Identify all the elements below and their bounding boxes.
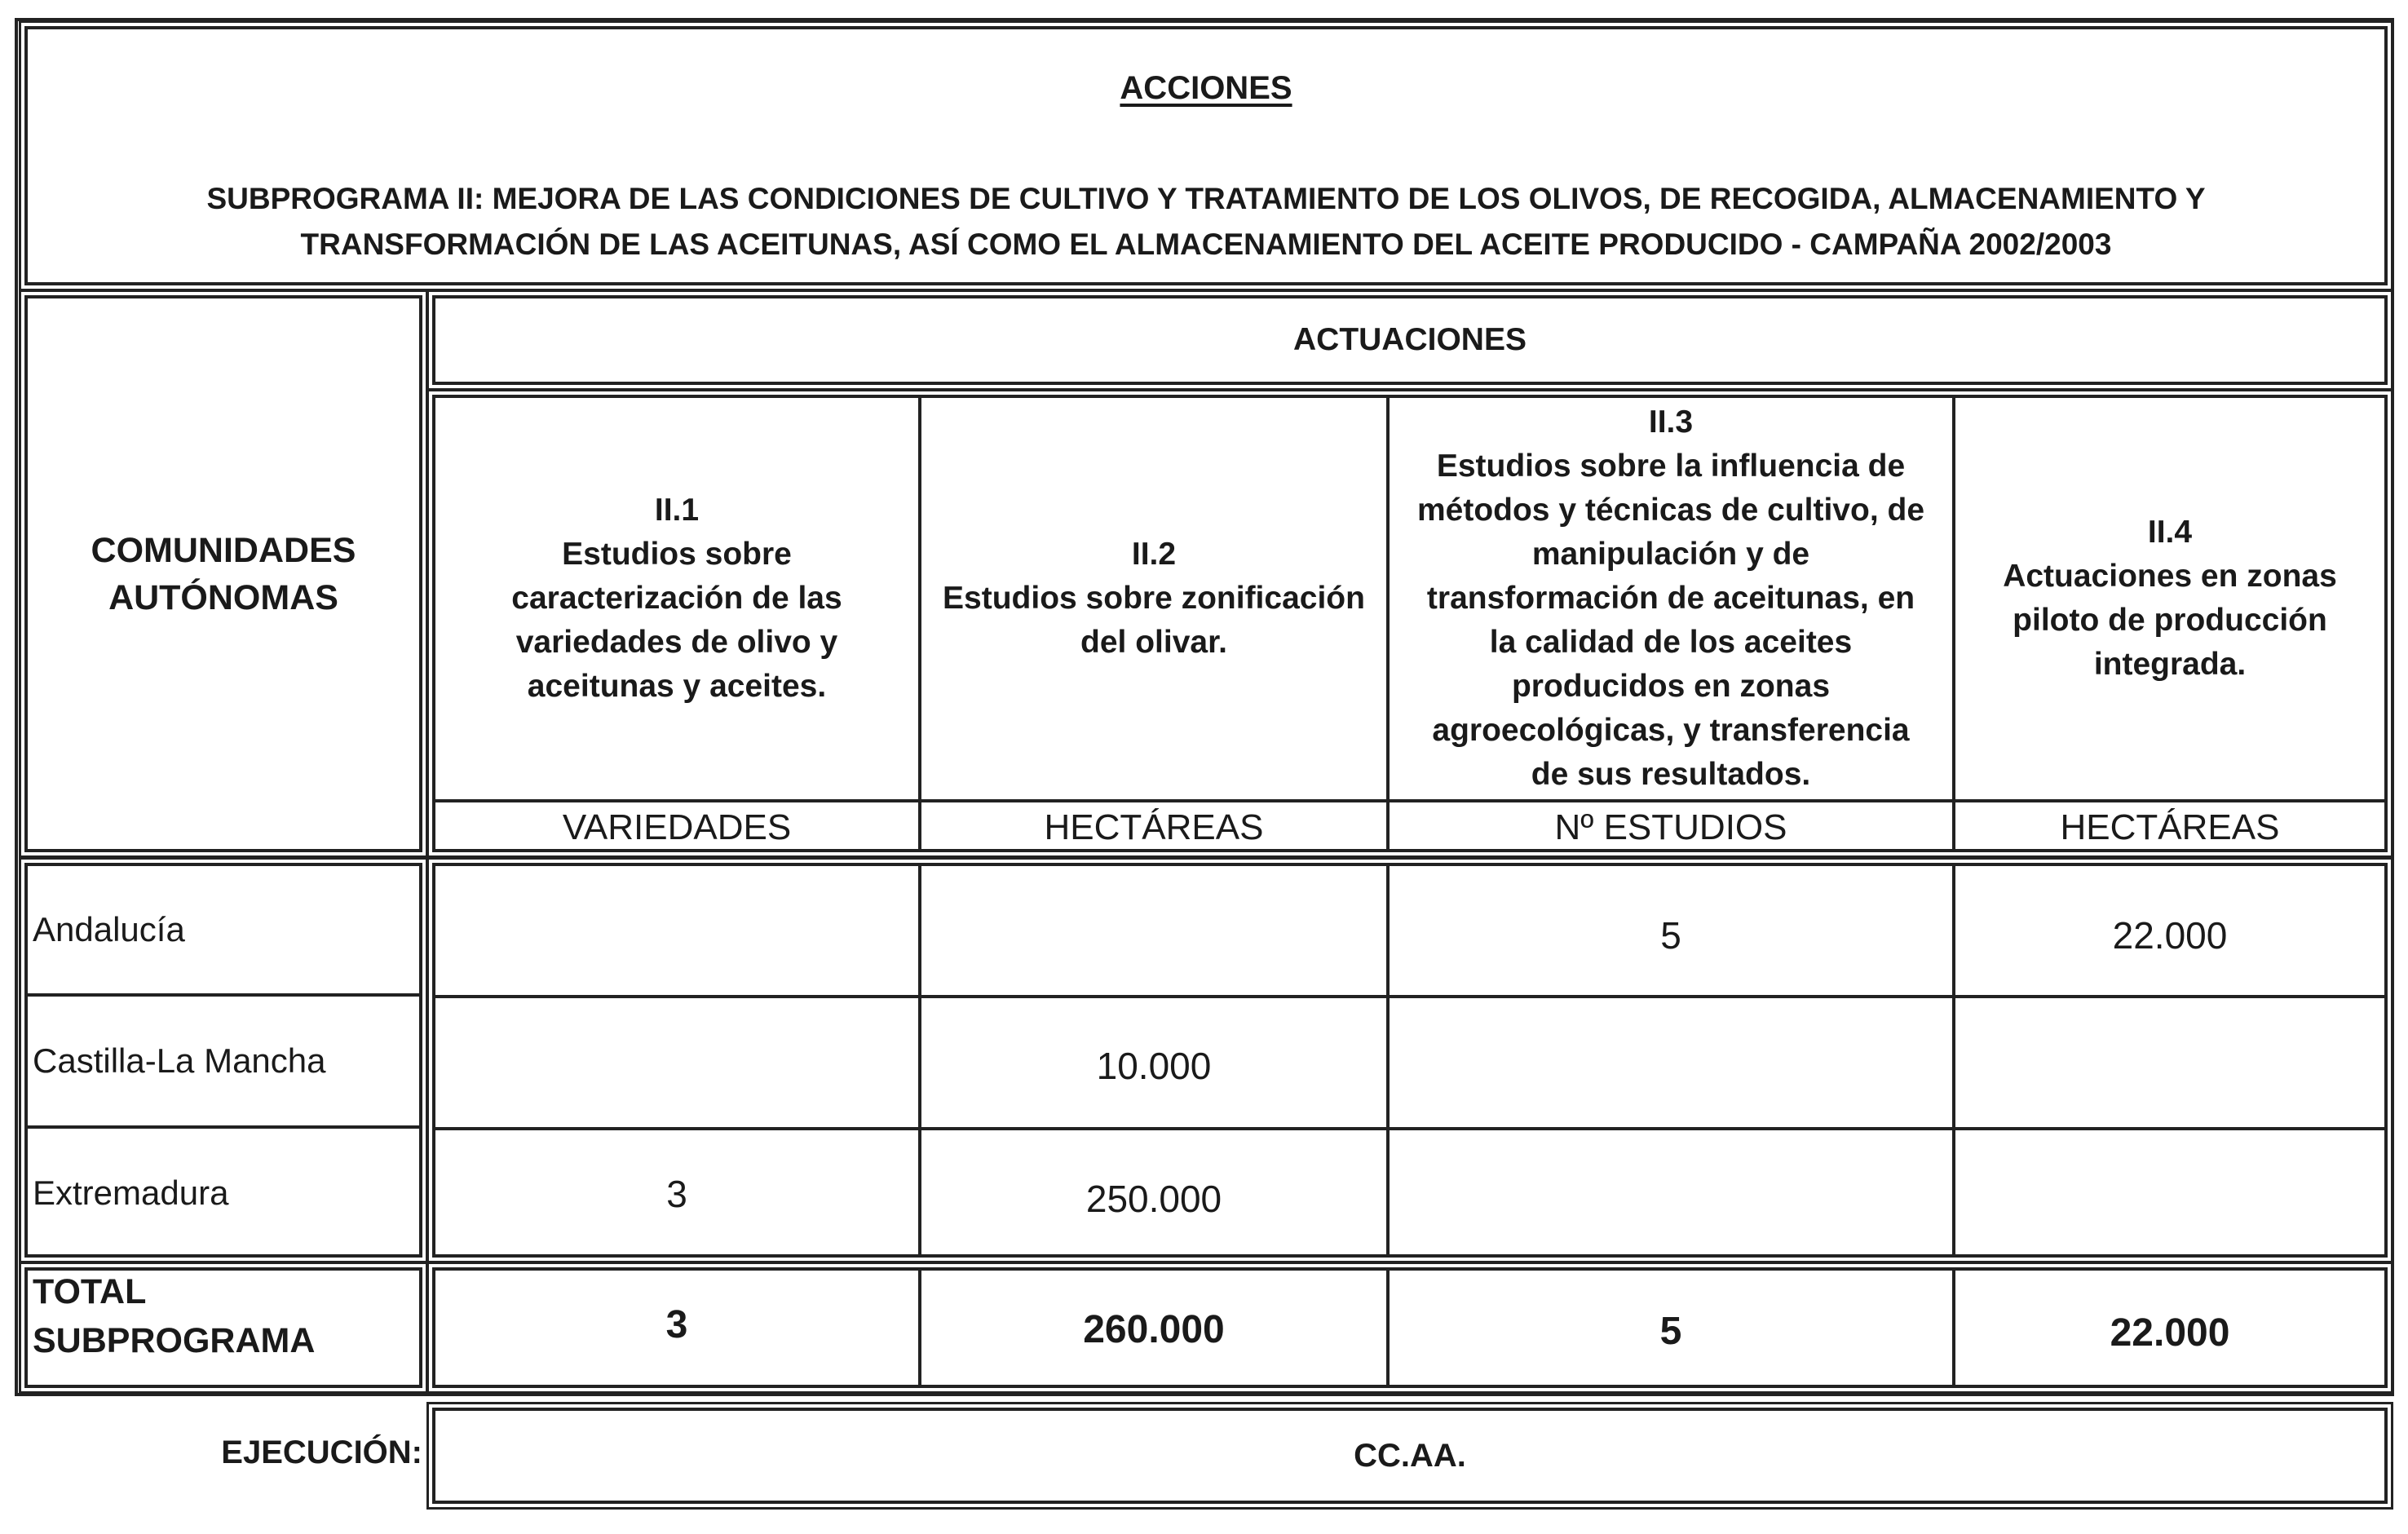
column-desc-ii4-line3: integrada. xyxy=(2093,647,2247,682)
table-cell: 5 xyxy=(1660,914,1681,957)
column-desc-ii4-line1: Actuaciones en zonas xyxy=(2003,559,2337,594)
column-desc-ii1-line2: caracterización de las xyxy=(511,581,842,616)
column-code-ii2: II.2 xyxy=(1131,537,1177,572)
column-unit-ii3: Nº ESTUDIOS xyxy=(1554,807,1787,847)
column-desc-ii1-line4: aceitunas y aceites. xyxy=(527,669,827,704)
table-outer-frame xyxy=(15,18,2394,1396)
total-label-line2: SUBPROGRAMA xyxy=(33,1321,316,1360)
column-code-ii4: II.4 xyxy=(2147,515,2193,550)
column-desc-ii1-line3: variedades de olivo y xyxy=(515,625,838,660)
total-label-line1: TOTAL xyxy=(33,1272,147,1311)
table-row-label: Castilla-La Mancha xyxy=(33,1041,326,1080)
row-header-line1: COMUNIDADES xyxy=(91,530,356,570)
column-code-ii3: II.3 xyxy=(1648,404,1694,440)
table-cell: 22.000 xyxy=(2112,914,2228,957)
table-cell: 10.000 xyxy=(1096,1045,1212,1087)
table-cell: 250.000 xyxy=(1085,1178,1222,1220)
column-desc-ii3-line7: agroecológicas, y transferencia xyxy=(1432,713,1910,748)
execution-label: EJECUCIÓN: xyxy=(221,1434,422,1470)
row-header-line2: AUTÓNOMAS xyxy=(108,577,338,617)
table-row-label: Extremadura xyxy=(33,1174,229,1212)
total-cell: 22.000 xyxy=(2110,1311,2230,1355)
column-desc-ii2-line2: del olivar. xyxy=(1080,625,1227,660)
column-desc-ii4-line2: piloto de producción xyxy=(2013,603,2327,638)
execution-value: CC.AA. xyxy=(1354,1437,1466,1474)
table-cell: 3 xyxy=(666,1173,687,1215)
group-header-actuaciones: ACTUACIONES xyxy=(1292,322,1527,357)
subprogram-title-line2: TRANSFORMACIÓN DE LAS ACEITUNAS, ASÍ COMO EL ALMACENAMIENTO DEL ACEITE PRODUCIDO - CAMPAÑA 2002/2003 xyxy=(300,228,2112,261)
column-desc-ii3-line4: transformación de aceitunas, en xyxy=(1426,581,1915,616)
column-desc-ii2-line1: Estudios sobre zonificación xyxy=(943,581,1365,616)
column-unit-ii2: HECTÁREAS xyxy=(1044,807,1264,847)
column-desc-ii3-line1: Estudios sobre la influencia de xyxy=(1436,449,1906,484)
table-row-label: Andalucía xyxy=(33,910,185,948)
column-desc-ii3-line2: métodos y técnicas de cultivo, de xyxy=(1416,493,1925,528)
total-cell: 5 xyxy=(1659,1309,1682,1353)
subprogram-title-line1: SUBPROGRAMA II: MEJORA DE LAS CONDICIONES DE CULTIVO Y TRATAMIENTO DE LOS OLIVOS, DE RECOGIDA, ALMACENAMIENTO Y xyxy=(206,182,2206,215)
column-code-ii1: II.1 xyxy=(654,493,700,528)
column-desc-ii1-line1: Estudios sobre xyxy=(562,537,792,572)
column-unit-ii4: HECTÁREAS xyxy=(2060,807,2280,847)
column-desc-ii3-line3: manipulación y de xyxy=(1531,537,1810,572)
column-desc-ii3-line6: producidos en zonas xyxy=(1511,669,1831,704)
column-desc-ii3-line8: de sus resultados. xyxy=(1531,757,1811,792)
column-unit-ii1: VARIEDADES xyxy=(562,807,792,847)
column-desc-ii3-line5: la calidad de los aceites xyxy=(1489,625,1853,660)
total-cell: 3 xyxy=(665,1302,688,1346)
page-title: ACCIONES xyxy=(1120,69,1292,106)
total-cell: 260.000 xyxy=(1083,1307,1225,1351)
